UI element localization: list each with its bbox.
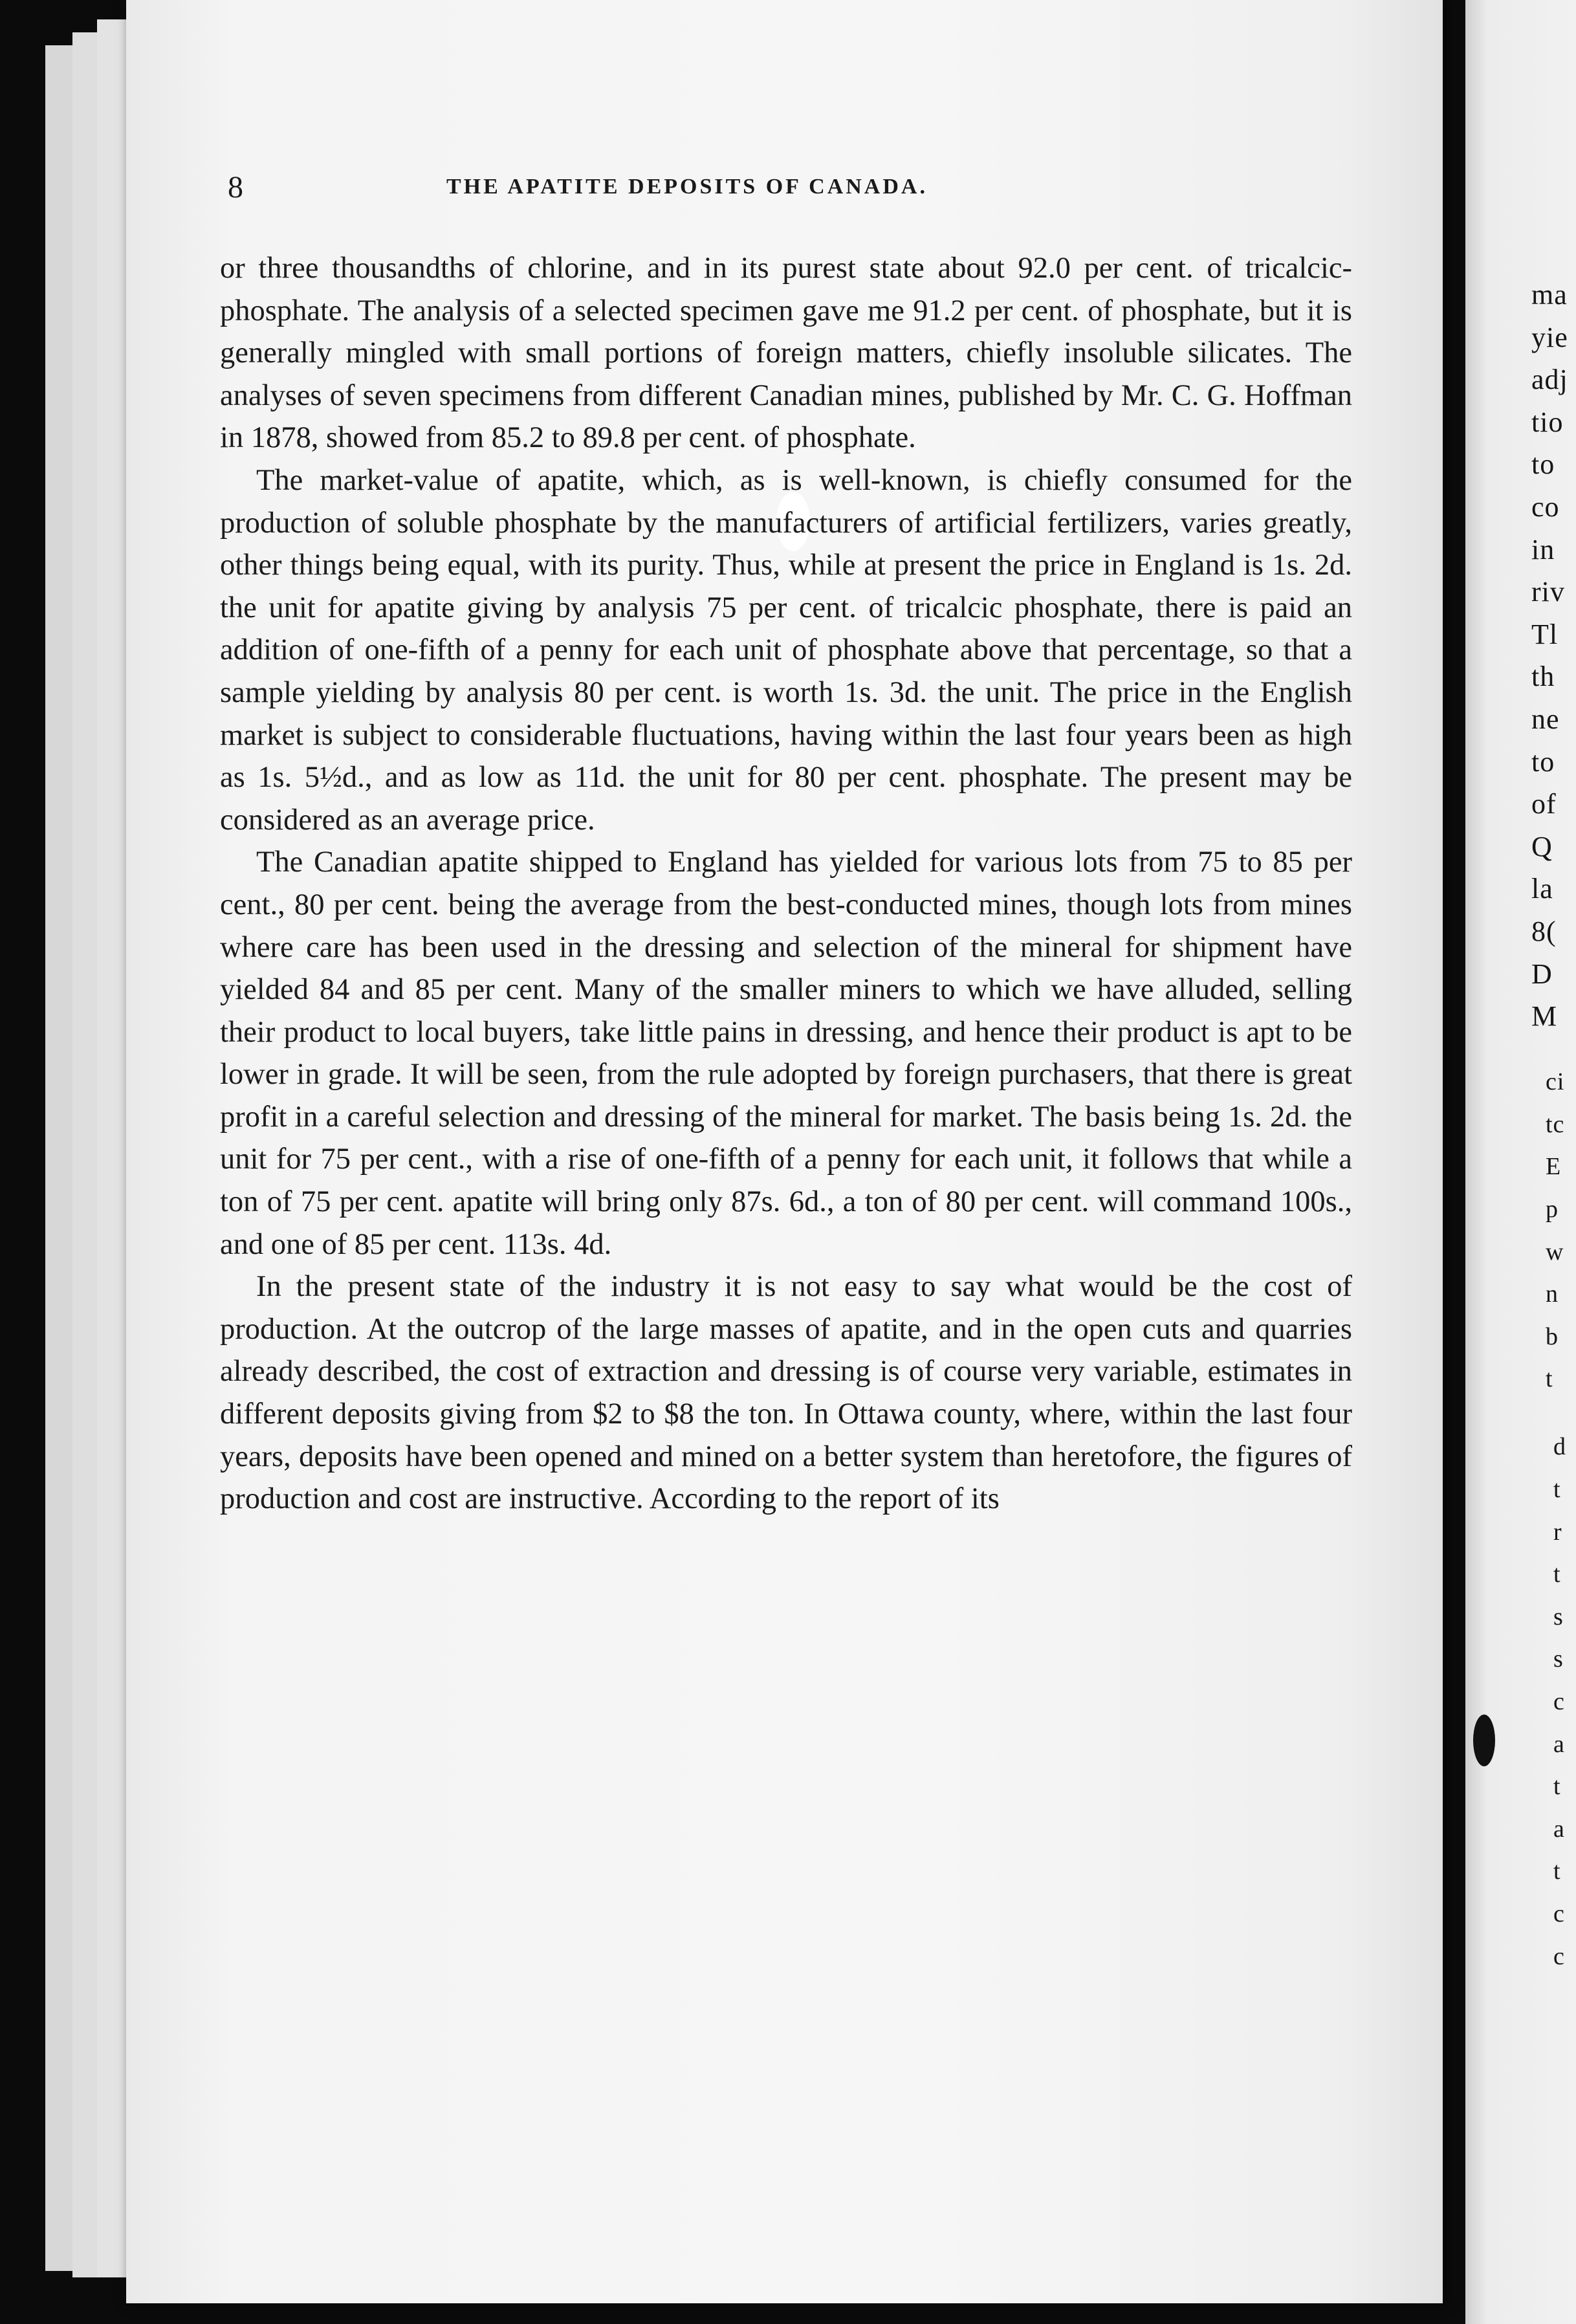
facing-page-fragment: 8( — [1531, 915, 1557, 947]
facing-page-fragment: r — [1553, 1518, 1562, 1546]
facing-page-fragment: tio — [1531, 406, 1564, 438]
paragraph: or three thousandths of chlorine, and in its purest state about 92.0 per cent. of tricalcic-phosphate. The analysis of a selected specimen gave me 91.2 per cent. of phosphate, but it is generally mingled with small portions of foreign matters, chiefly insoluble silicates. The analyses of seven specimens from different Canadian mines, published by Mr. C. G. Hoffman in 1878, showed from 85.2 to 89.8 per cent. of phosphate. — [220, 252, 1352, 455]
facing-page-fragment: w — [1546, 1238, 1564, 1266]
facing-page-fragment: la — [1531, 873, 1553, 905]
facing-page-fragment: tc — [1546, 1110, 1565, 1138]
facing-page-fragment: c — [1553, 1942, 1565, 1970]
facing-page-fragment: Q — [1531, 830, 1553, 862]
facing-page-fragment: Tl — [1531, 618, 1559, 650]
running-head — [0, 170, 1576, 208]
facing-page-fragment: yie — [1531, 321, 1568, 353]
facing-page-fragment: t — [1546, 1365, 1553, 1393]
facing-page-fragment: to — [1531, 448, 1555, 481]
facing-page-fragment: in — [1531, 533, 1555, 565]
facing-page-fragment: adj — [1531, 364, 1568, 396]
facing-page-fragment: ci — [1546, 1068, 1565, 1096]
facing-page-fragment: ma — [1531, 279, 1568, 311]
facing-page-fragment: b — [1546, 1322, 1559, 1350]
running-title: THE APATITE DEPOSITS OF CANADA. — [446, 175, 928, 199]
facing-page-fragment: ne — [1531, 703, 1560, 735]
facing-page-fragment: s — [1553, 1603, 1564, 1630]
facing-page-fragment: th — [1531, 661, 1555, 693]
paragraph: In the present state of the industry it is not easy to say what would be the cost of production. At the outcrop of the large masses of apatite, and in the open cuts and quarries already described, the cost of extraction and dressing is of course very variable, estimates in different deposits giving from $2 to $8 the ton. In Ottawa county, where, within the last four years, deposits have been opened and mined on a better system than heretofore, the figures of production and cost are instructive. According to the report of its — [220, 1270, 1352, 1516]
facing-page-fragment: of — [1531, 788, 1557, 820]
body-text — [220, 247, 1352, 1520]
facing-page-fragment: riv — [1531, 576, 1565, 608]
paragraph: The market-value of apatite, which, as is well-known, is chiefly consumed for the production of soluble phosphate by the manufacturers of artificial fertilizers, varies greatly, other things being equal, with its purity. Thus, while at present the price in England is 1s. 2d. the unit for apatite giving by analysis 75 per cent. of tricalcic phosphate, there is paid an addition of one-fifth of a penny for each unit of phosphate above that percentage, so that a sample yielding by analysis 80 per cent. is worth 1s. 3d. the unit. The price in the English market is subject to considerable fluctuations, having within the last four years been as high as 1s. 5½d., and as low as 11d. the unit for 80 per cent. phosphate. The present may be considered as an average price. — [220, 463, 1352, 837]
facing-page-fragment: t — [1553, 1858, 1561, 1885]
facing-page-fragment: c — [1553, 1687, 1565, 1715]
facing-page-fragment: a — [1553, 1730, 1565, 1758]
paragraph: The Canadian apatite shipped to England has yielded for various lots from 75 to 85 per cent., 80 per cent. being the average from the best-conducted mines, though lots from mines where care has been used in the dressing and selection of the mineral for shipment have yielded 84 and 85 per cent. Many of the smaller miners to which we have alluded, selling their product to local buyers, take little pains in dressing, and hence their product is apt to be lower in grade. It will be seen, from the rule adopted by foreign purchasers, that there is great profit in a careful selection and dressing of the mineral for market. The basis being 1s. 2d. the unit for 75 per cent., with a rise of one-fifth of a penny for each unit, it follows that while a ton of 75 per cent. apatite will bring only 87s. 6d., a ton of 80 per cent. will command 100s., and one of 85 per cent. 113s. 4d. — [220, 846, 1352, 1261]
facing-page-fragment: p — [1546, 1195, 1559, 1223]
facing-page-fragment: D — [1531, 958, 1553, 990]
facing-page-fragment: to — [1531, 745, 1555, 778]
facing-page-fragment: a — [1553, 1815, 1565, 1843]
facing-page-fragment: t — [1553, 1475, 1561, 1503]
facing-page-edge — [1465, 0, 1576, 2324]
facing-page-fragment: t — [1553, 1561, 1561, 1588]
ink-smudge — [1473, 1715, 1495, 1766]
facing-page-fragment: d — [1553, 1433, 1566, 1461]
facing-page-fragment: c — [1553, 1900, 1565, 1927]
facing-page-fragment: t — [1553, 1773, 1561, 1801]
facing-page-fragment: co — [1531, 491, 1560, 523]
facing-page-fragment: s — [1553, 1645, 1564, 1673]
facing-page-fragment: M — [1531, 1000, 1558, 1033]
page-number: 8 — [228, 170, 243, 204]
facing-page-fragment: E — [1546, 1153, 1562, 1181]
facing-page-fragment: n — [1546, 1280, 1559, 1308]
